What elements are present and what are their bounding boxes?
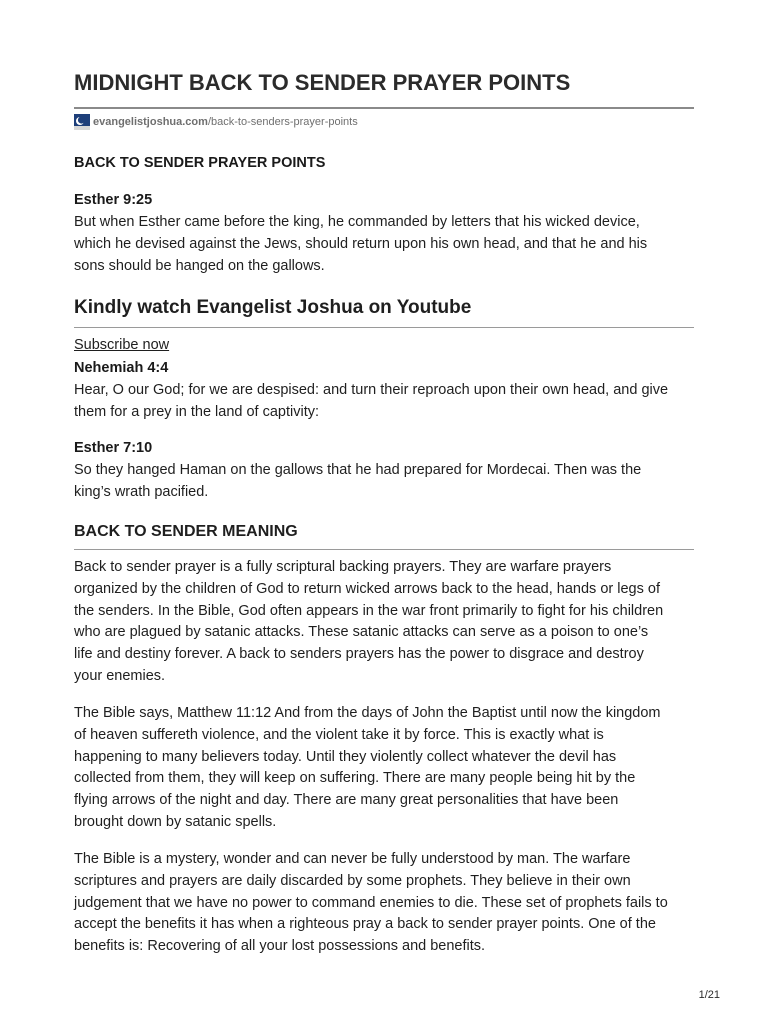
paragraph-line: The Bible says, Matthew 11:12 And from the days of John the Baptist until now the kingdom [74, 705, 661, 721]
paragraph-line: judgement that we have no power to command enemies to die. These set of prophets fails to [74, 894, 668, 911]
verse-esther-9-25 [74, 189, 694, 277]
source-url[interactable] [74, 113, 358, 131]
page-number: 1/21 [698, 989, 720, 1001]
paragraph-line: accept the benefits it has when a righteous pray a back to sender prayer points. One of the [74, 916, 656, 933]
verse-line: them for a prey in the land of captivity: [74, 404, 320, 420]
youtube-section [74, 297, 694, 319]
verse-line: which he devised against the Jews, should return upon his own head, and that he and his [74, 236, 648, 252]
verse-line: But when Esther came before the king, he commanded by letters that his wicked device, [74, 214, 640, 230]
paragraph-line: collected from them, they will keep on suffering. There are many people being hit by the [74, 770, 636, 787]
youtube-heading-divider [74, 327, 694, 328]
paragraph-3 [74, 849, 694, 958]
intro-heading: BACK TO SENDER PRAYER POINTS [74, 155, 326, 171]
subscribe-link[interactable]: Subscribe now [74, 337, 170, 353]
paragraph-line: Back to sender prayer is a fully scriptural backing prayers. They are warfare prayers [74, 559, 612, 575]
source-domain: evangelistjoshua.com [93, 116, 208, 128]
verse-nehemiah-4-4 [74, 357, 694, 423]
verse-line: sons should be hanged on the gallows. [74, 258, 325, 274]
subscribe-row [74, 336, 694, 354]
paragraph-line: the senders. In the Bible, God often appears in the war front primarily to fight for his children [74, 602, 664, 619]
paragraph-2 [74, 703, 694, 834]
verse-reference: Esther 7:10 [74, 440, 153, 456]
verse-reference: Esther 9:25 [74, 192, 153, 208]
paragraph-line: benefits is: Recovering of all your lost possessions and benefits. [74, 938, 486, 955]
paragraph-1 [74, 557, 694, 688]
paragraph-line: who are plagued by satanic attacks. These satanic attacks can serve as a poison to one’s [74, 624, 649, 641]
paragraph-line: of heaven suffereth violence, and the violent take it by force. This is exactly what is [74, 726, 604, 743]
page-title: MIDNIGHT BACK TO SENDER PRAYER POINTS [74, 70, 571, 95]
paragraph-line: life and destiny forever. A back to senders prayers has the power to disgrace and destroy [74, 646, 644, 663]
paragraph-line: happening to many believers today. Until they violently collect whatever the devil has [74, 748, 617, 765]
verse-esther-7-10 [74, 437, 694, 503]
paragraph-line: brought down by satanic spells. [74, 813, 277, 830]
paragraph-line: organized by the children of God to return wicked arrows back to the head, hands or legs of [74, 580, 660, 597]
source-path: /back-to-senders-prayer-points [207, 116, 358, 128]
paragraph-line: The Bible is a mystery, wonder and can never be fully understood by man. The warfare [74, 851, 631, 867]
site-favicon-icon [74, 114, 90, 130]
verse-line: Hear, O our God; for we are despised: and turn their reproach upon their own head, and give [74, 382, 669, 398]
meaning-heading: BACK TO SENDER MEANING [74, 523, 298, 540]
meaning-section [74, 523, 694, 541]
paragraph-line: your enemies. [74, 667, 166, 684]
paragraph-line: scriptures and prayers are daily discarded by some prophets. They believe in their own [74, 872, 631, 889]
verse-reference: Nehemiah 4:4 [74, 360, 169, 376]
meaning-heading-divider [74, 549, 694, 550]
paragraph-line: flying arrows of the night and day. There are many great personalities that have been [74, 792, 619, 809]
verse-line: king’s wrath pacified. [74, 484, 209, 500]
youtube-heading: Kindly watch Evangelist Joshua on Youtube [74, 297, 472, 318]
verse-line: So they hanged Haman on the gallows that he had prepared for Mordecai. Then was the [74, 462, 642, 478]
title-divider [74, 107, 694, 109]
